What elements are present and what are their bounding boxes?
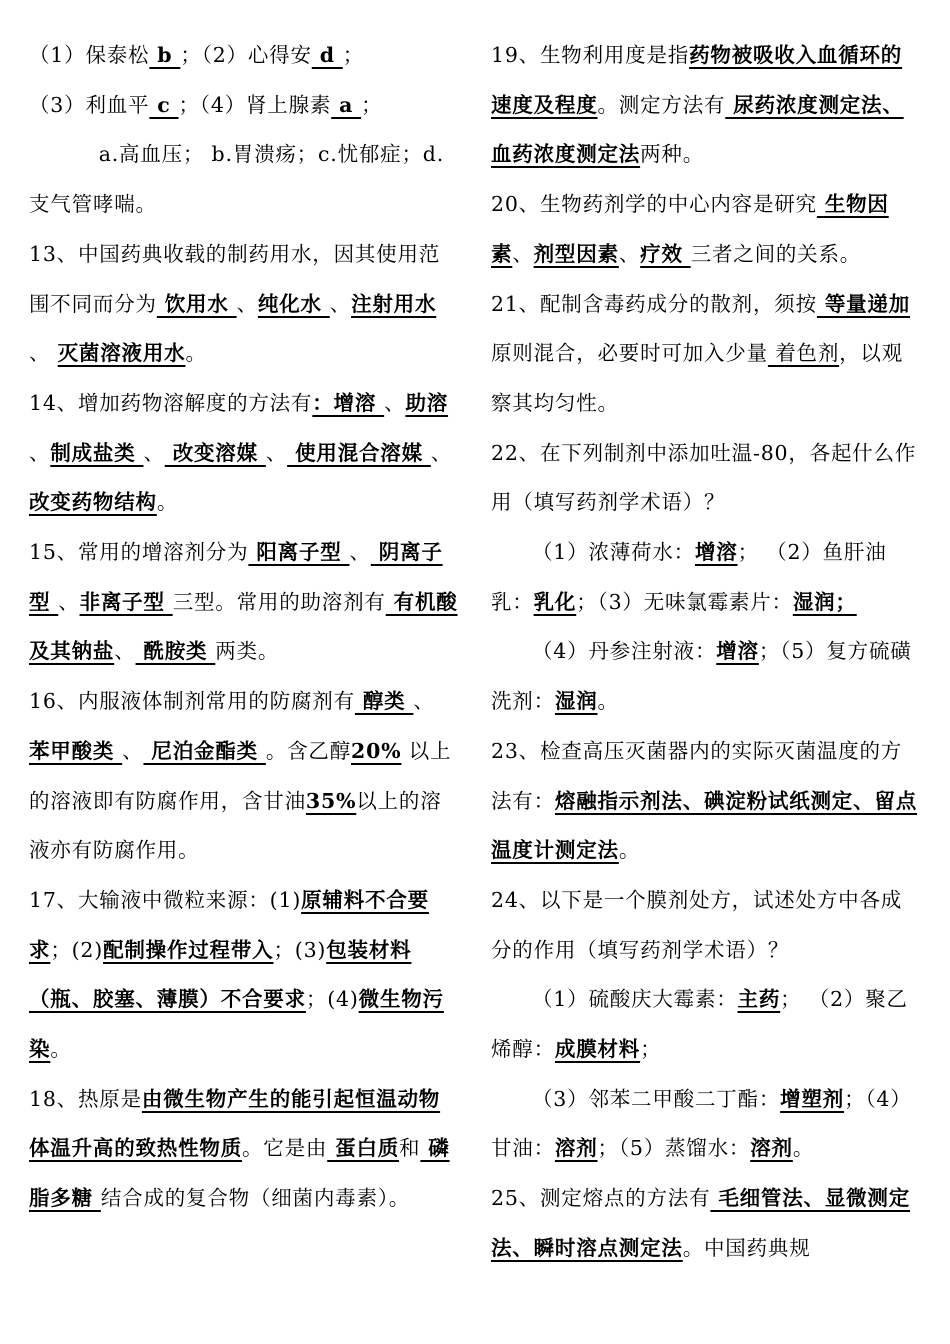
question-text: 、 xyxy=(413,689,435,714)
left-paragraph xyxy=(29,528,459,677)
left-paragraph xyxy=(29,876,459,1075)
question-text: ； xyxy=(361,92,383,117)
answer-blank: 等量递加 xyxy=(816,291,911,316)
answer-blank: 乳化 xyxy=(533,589,577,614)
answer-blank: 增塑剂 xyxy=(780,1086,845,1111)
answer-blank: 主药 xyxy=(737,987,781,1012)
answer-blank: 纯化水 xyxy=(257,291,330,316)
question-text: 。 xyxy=(185,341,207,366)
answer-blank: 微生物污染 xyxy=(29,987,444,1062)
answer-blank: 药物被吸收入血循环的速度及程度 xyxy=(491,43,903,117)
question-text: 、 xyxy=(143,440,165,465)
question-text: ；（5）复方硫磺洗剂： xyxy=(491,639,912,714)
answer-blank: 改变药物结构 xyxy=(29,490,157,515)
question-text: ； xyxy=(640,1037,662,1062)
question-text: ；（4）肾上腺素 xyxy=(178,92,332,117)
answer-blank: 饮用水 xyxy=(156,291,237,316)
answer-blank: 注射用水 xyxy=(351,291,437,316)
answer-blank: 增溶 xyxy=(716,639,759,664)
answer-blank: 湿润 xyxy=(554,689,598,714)
right-paragraph xyxy=(491,429,921,528)
question-text: 、 xyxy=(265,440,288,465)
answer-blank: 蛋白质 xyxy=(327,1136,400,1161)
question-text: 24、以下是一个膜剂处方，试述处方中各成分的作用（填写药剂学术语）？ xyxy=(491,887,903,962)
question-text: ，以观察其均匀性。 xyxy=(491,341,904,415)
right-paragraph xyxy=(491,31,921,180)
question-text: （1）硫酸庆大霉素： xyxy=(532,987,738,1012)
answer-blank: 酰胺类 xyxy=(135,639,216,664)
right-column xyxy=(491,31,921,1274)
question-text: ；(4) xyxy=(305,987,359,1012)
question-text: 以上的溶液亦有防腐作用。 xyxy=(29,788,442,863)
question-text: 以上的溶液即有防腐作用，含甘油 xyxy=(29,738,452,813)
question-text: ；(2) xyxy=(50,937,104,962)
question-text: 、 xyxy=(58,589,80,614)
question-text: 、 xyxy=(512,241,534,266)
question-text: 。 xyxy=(618,838,641,863)
question-text: 。 xyxy=(597,689,619,714)
answer-blank: 尼泊金酯类 xyxy=(143,738,266,763)
answer-blank: 助溶 xyxy=(405,390,449,415)
answer-blank: 使用混合溶媒 xyxy=(287,440,431,465)
answer-blank: 剂型因素 xyxy=(533,241,619,266)
question-text: 原则混合，必要时可加入少量 xyxy=(491,341,768,366)
question-text: 、 xyxy=(618,241,641,266)
answer-blank: 溶剂 xyxy=(750,1136,793,1161)
question-text: 结合成的复合物（细菌内毒素）。 xyxy=(100,1186,411,1211)
question-text: 。它是由 xyxy=(242,1136,328,1161)
right-paragraph xyxy=(491,975,921,1074)
question-text: 、 xyxy=(29,341,58,366)
left-paragraph xyxy=(29,31,459,81)
question-text: ；（2）心得安 xyxy=(180,43,312,67)
answer-blank: 生物因素 xyxy=(491,192,889,266)
question-text: 三者之间的关系。 xyxy=(690,241,862,266)
question-text: 23、检查高压灭菌器内的实际灭菌温度的方法有： xyxy=(491,738,903,813)
question-text: 、 xyxy=(384,390,406,415)
question-text: ； （2）鱼肝油乳： xyxy=(491,540,887,614)
answer-blank: ：增溶 xyxy=(312,390,385,415)
question-text: 20、生物药剂学的中心内容是研究 xyxy=(491,192,817,217)
answer-blank: a xyxy=(331,92,362,117)
answer-blank: 毛细管法、显微测定法、瞬时溶点测定法 xyxy=(491,1186,911,1260)
question-text: a.高血压； b.胃溃疡；c.忧郁症；d.支气管哮喘。 xyxy=(29,142,445,217)
question-text: （3）利血平 xyxy=(29,92,150,117)
question-text: （1）保泰松 xyxy=(29,43,150,67)
question-text: 。 xyxy=(50,1037,72,1062)
right-paragraph xyxy=(491,280,921,429)
answer-blank: 增溶 xyxy=(694,540,738,565)
right-paragraph xyxy=(491,528,921,627)
answer-blank: 苯甲酸类 xyxy=(29,738,123,763)
question-text: 19、生物利用度是指 xyxy=(491,43,690,67)
right-paragraph xyxy=(491,627,921,726)
left-paragraph xyxy=(29,677,459,876)
question-text: 14、增加药物溶解度的方法有 xyxy=(29,390,313,415)
question-text: 两类。 xyxy=(215,639,280,664)
question-text: ； xyxy=(342,43,365,67)
answer-blank: 由微生物产生的能引起恒温动物体温升高的致热性物质 xyxy=(29,1086,441,1161)
question-text: 17、大输液中微粒来源：(1) xyxy=(29,887,302,912)
question-text: 、 xyxy=(114,639,136,664)
question-text: 和 xyxy=(399,1136,421,1161)
question-text: 、 xyxy=(349,540,371,565)
answer-blank: 非离子型 xyxy=(79,589,173,614)
left-paragraph xyxy=(29,81,459,131)
question-text: ；（3）无味氯霉素片： xyxy=(576,589,793,614)
right-paragraph xyxy=(491,876,921,975)
answer-blank: c xyxy=(149,92,179,117)
answer-blank: 改变溶媒 xyxy=(164,440,266,465)
question-text: 、 xyxy=(122,738,144,763)
question-text: 、 xyxy=(29,440,51,465)
question-text: 、 xyxy=(430,440,453,465)
answer-blank: 疗效 xyxy=(640,241,691,266)
question-text: ；(3) xyxy=(273,937,327,962)
answer-blank: 成膜材料 xyxy=(554,1037,641,1062)
question-text: 16、内服液体制剂常用的防腐剂有 xyxy=(29,689,355,714)
question-text: 。测定方法有 xyxy=(597,92,726,117)
left-column xyxy=(29,31,459,1224)
question-text: （1）浓薄荷水： xyxy=(532,540,695,565)
right-paragraph xyxy=(491,1075,921,1174)
left-paragraph xyxy=(29,1075,459,1224)
answer-blank: 35% xyxy=(305,788,357,813)
question-text: 。 xyxy=(156,490,179,515)
answer-blank: 湿润； xyxy=(792,589,857,614)
answer-blank: 阳离子型 xyxy=(248,540,350,565)
question-text: ；（4）甘油： xyxy=(491,1086,912,1161)
answer-blank: b xyxy=(149,43,181,67)
answer-blank: 原辅料不合要求 xyxy=(29,887,429,962)
question-text: 13、中国药典收载的制药用水，因其使用范围不同而分为 xyxy=(29,241,441,316)
question-text: 、 xyxy=(329,291,352,316)
question-text: 。 xyxy=(792,1136,815,1161)
right-paragraph xyxy=(491,1174,921,1273)
left-paragraph xyxy=(29,130,459,229)
question-text: 、 xyxy=(236,291,258,316)
question-text: （4）丹参注射液： xyxy=(532,639,717,664)
answer-blank: 熔融指示剂法、碘淀粉试纸测定、留点温度计测定法 xyxy=(491,788,918,863)
question-text: （3）邻苯二甲酸二丁酯： xyxy=(532,1086,781,1111)
left-paragraph xyxy=(29,230,459,379)
answer-blank: 着色剂 xyxy=(767,341,840,366)
question-text: 21、配制含毒药成分的散剂，须按 xyxy=(491,291,817,316)
answer-blank: 尿药浓度测定法、血药浓度测定法 xyxy=(491,92,904,167)
question-text: 。中国药典规 xyxy=(682,1235,811,1260)
question-text: 三型。常用的助溶剂有 xyxy=(172,589,386,614)
question-text: 18、热原是 xyxy=(29,1086,142,1111)
question-text: ；（5）蒸馏水： xyxy=(597,1136,751,1161)
question-text: 15、常用的增溶剂分为 xyxy=(29,540,249,565)
answer-blank: 包装材料（瓶、胶塞、薄膜）不合要求 xyxy=(29,937,412,1012)
question-text: 22、在下列制剂中添加吐温-80，各起什么作用（填写药剂学术语）？ xyxy=(491,440,917,515)
answer-blank: d xyxy=(311,43,343,67)
answer-blank: 醇类 xyxy=(354,689,414,714)
answer-blank: 溶剂 xyxy=(554,1136,598,1161)
right-paragraph xyxy=(491,727,921,876)
right-paragraph xyxy=(491,180,921,279)
answer-blank: 磷脂多糖 xyxy=(29,1136,450,1211)
answer-blank: 有机酸及其钠盐 xyxy=(29,589,458,664)
question-text: 两种。 xyxy=(640,142,705,167)
question-text: 。含乙醇 xyxy=(265,738,352,763)
answer-blank: 配制操作过程带入 xyxy=(103,937,274,962)
answer-blank: 灭菌溶液用水 xyxy=(57,341,186,366)
left-paragraph xyxy=(29,379,459,528)
answer-blank: 20% xyxy=(351,738,402,763)
answer-blank: 阴离子型 xyxy=(29,540,443,614)
question-text: ； （2）聚乙烯醇： xyxy=(491,987,908,1062)
answer-blank: 制成盐类 xyxy=(50,440,144,465)
question-text: 25、测定熔点的方法有 xyxy=(491,1186,711,1211)
